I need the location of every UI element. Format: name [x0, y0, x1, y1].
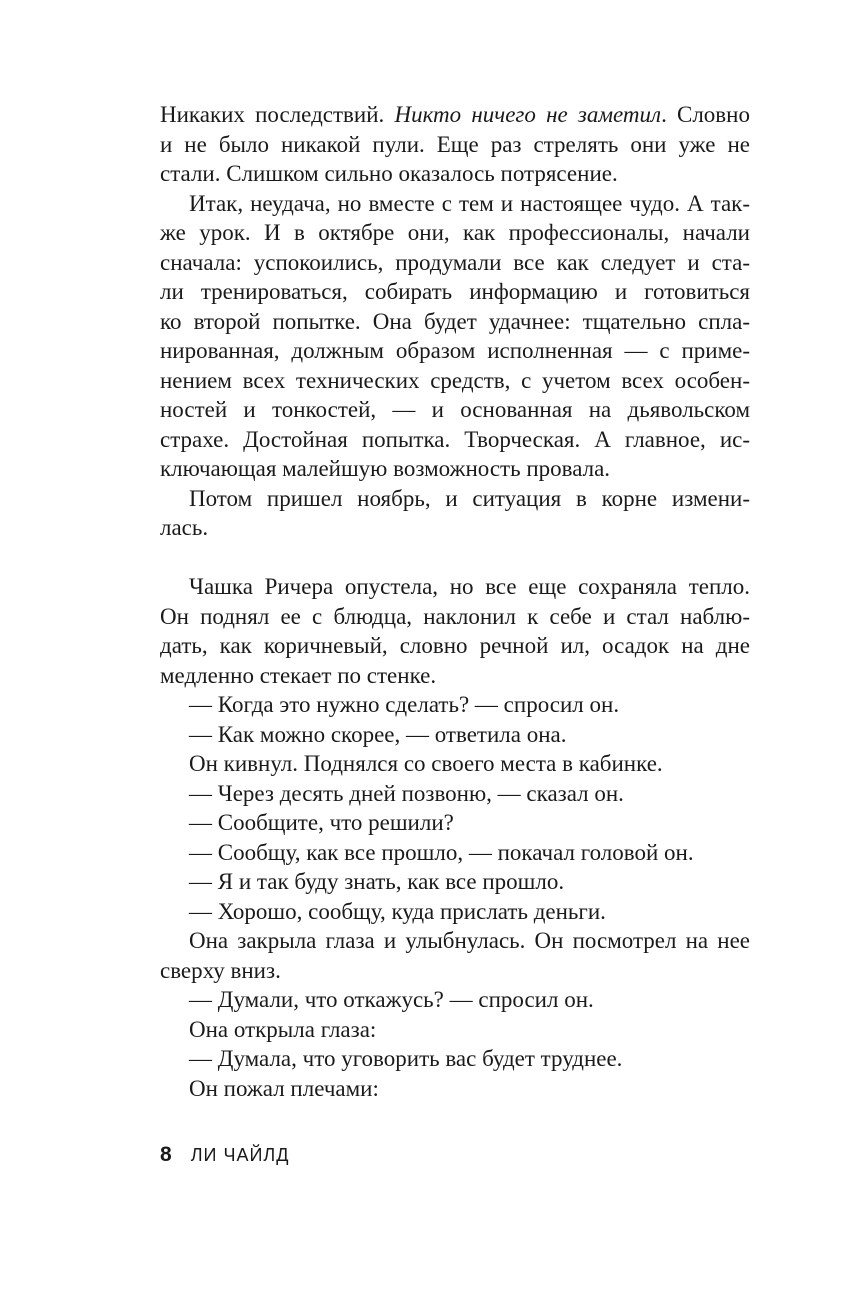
text-run: — Через десять дней позвоню, — сказал он.	[189, 780, 624, 806]
text-run: дать, как коричневый, словно речной ил, осадок на дне	[160, 633, 750, 658]
text-run: Он кивнул. Поднялся со своего места в кабинке.	[189, 751, 663, 776]
text-line	[189, 690, 619, 720]
text-run: Она закрыла глаза и улыбнулась. Он посмотрел на нее	[189, 928, 750, 953]
text-line	[189, 572, 750, 602]
text-line	[160, 277, 750, 307]
text-run: . Словно	[661, 102, 750, 127]
text-run: — Думали, что откажусь? — спросил он.	[189, 987, 594, 1012]
text-run: стали. Слишком сильно оказалось потрясение.	[160, 161, 618, 186]
text-line	[160, 454, 610, 484]
text-run: — Сообщите, что решили?	[189, 810, 454, 835]
text-run: медленно стекает по стенке.	[160, 662, 437, 688]
text-run: страхе. Достойная попытка. Творческая. А главное, ис-	[160, 426, 750, 452]
text-line	[189, 484, 750, 514]
text-line	[189, 1074, 379, 1104]
text-line	[160, 248, 750, 278]
text-run: нением всех технических средств, с учетом всех особен-	[160, 367, 750, 393]
text-run: — Как можно скорее, — ответила она.	[189, 721, 567, 747]
text-run: Она открыла глаза:	[189, 1016, 377, 1042]
text-run: — Когда это нужно сделать? — спросил он.	[189, 692, 620, 717]
text-line	[160, 336, 750, 366]
text-line	[160, 130, 750, 160]
text-line	[160, 395, 750, 425]
text-run: же урок. И в октябре они, как профессионалы, начали	[160, 220, 750, 245]
text-run: сверху вниз.	[160, 957, 281, 983]
page-number: 8	[160, 1143, 172, 1166]
text-line	[160, 307, 750, 337]
text-line	[189, 720, 566, 750]
text-line	[189, 1044, 622, 1074]
text-line	[160, 366, 750, 396]
text-line	[160, 425, 750, 455]
text-line	[189, 897, 606, 927]
text-run: Никаких последствий.	[160, 102, 395, 127]
text-line	[160, 100, 750, 130]
text-line	[189, 189, 750, 219]
text-run: нированная, должным образом исполненная — с приме-	[160, 338, 750, 363]
text-line	[160, 159, 618, 189]
text-line	[160, 661, 436, 691]
text-run: и не было никакой пули. Еще раз стрелять они уже не	[160, 131, 750, 157]
text-run: Итак, неудача, но вместе с тем и настоящее чудо. А так-	[189, 190, 750, 216]
text-run: ностей и тонкостей, — и основанная на дьявольском	[160, 397, 750, 422]
page-footer	[160, 1140, 289, 1170]
text-run: Потом пришел ноябрь, и ситуация в корне измени-	[189, 485, 750, 511]
italic-text-run: Никто ничего не заметил	[394, 102, 662, 127]
text-line	[189, 779, 624, 809]
text-run: — Думала, что уговорить вас будет труднее.	[189, 1046, 623, 1071]
text-line	[189, 838, 694, 868]
text-line	[189, 867, 564, 897]
text-line	[189, 749, 663, 779]
text-line	[160, 513, 208, 543]
text-run: ключающая малейшую возможность провала.	[160, 456, 611, 481]
text-line	[160, 218, 750, 248]
text-run: Чашка Ричера опустела, но все еще сохраняла тепло.	[189, 574, 750, 599]
text-line	[189, 985, 594, 1015]
text-run: Он поднял ее с блюдца, наклонил к себе и стал наблю-	[160, 603, 750, 629]
text-line	[160, 602, 750, 632]
text-line	[189, 926, 750, 956]
text-run: ли тренироваться, собирать информацию и готовиться	[160, 279, 750, 304]
text-run: ко второй попытке. Она будет удачнее: тщательно спла-	[160, 308, 750, 334]
text-line	[160, 631, 750, 661]
text-run: лась.	[160, 515, 209, 540]
text-run: — Хорошо, сообщу, куда прислать деньги.	[189, 898, 606, 924]
running-head-author: ЛИ ЧАЙЛД	[190, 1145, 290, 1165]
text-line	[160, 956, 281, 986]
text-run: сначала: успокоились, продумали все как следует и ста-	[160, 249, 750, 275]
text-run: Он пожал плечами:	[189, 1075, 379, 1101]
text-line	[189, 808, 454, 838]
text-run: — Сообщу, как все прошло, — покачал головой он.	[189, 839, 694, 865]
text-run: — Я и так буду знать, как все прошло.	[189, 869, 565, 894]
text-line	[189, 1015, 376, 1045]
